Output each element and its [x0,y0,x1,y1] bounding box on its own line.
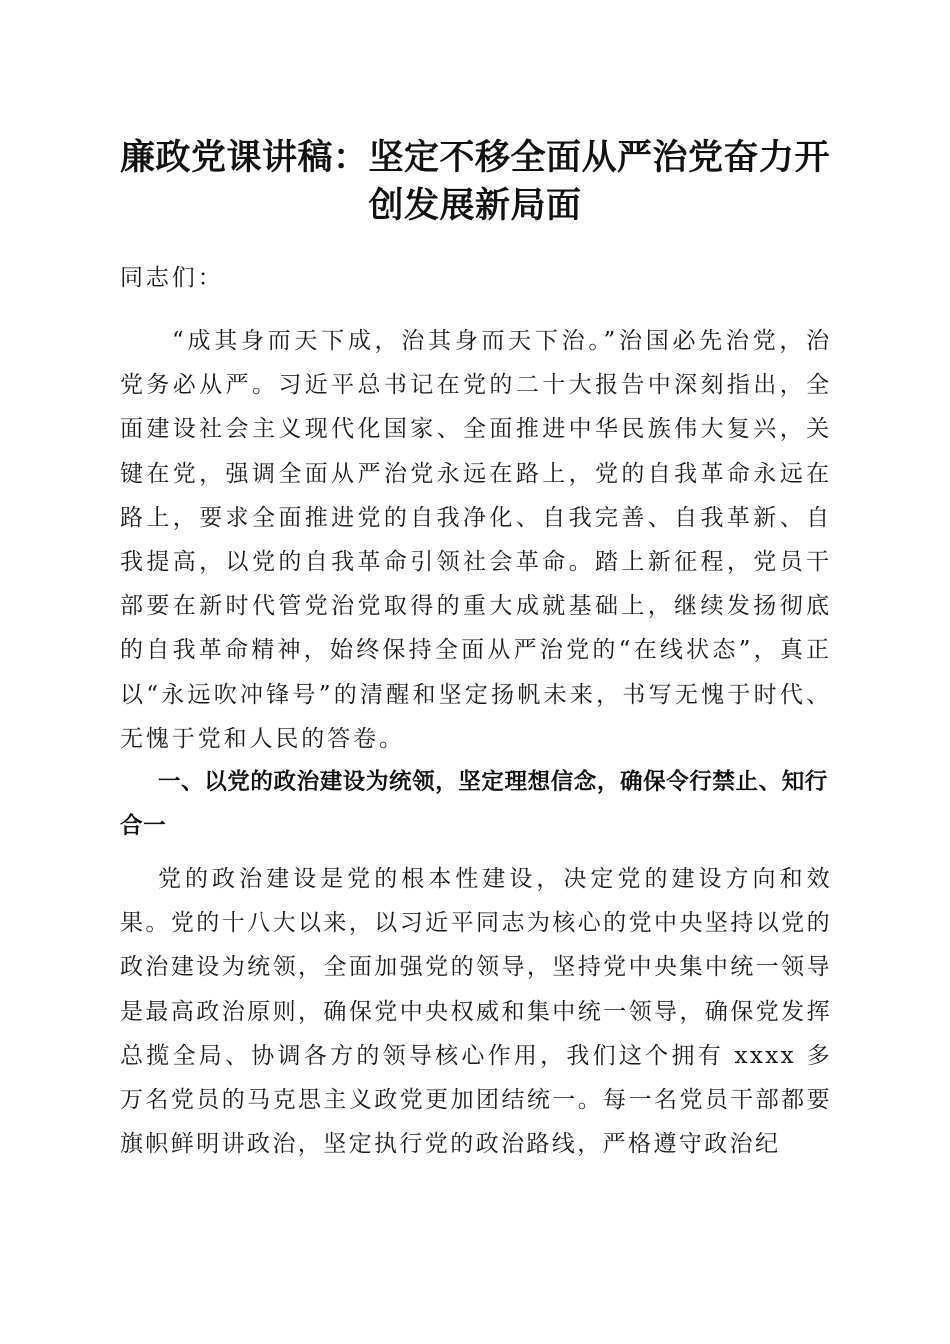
section-1-paragraph: 党的政治建设是党的根本性建设，决定党的建设方向和效果。党的十八大以来，以习近平同志为核心的党中央坚持以党的政治建设为统领，全面加强党的领导，坚持党中央集中统一领导是最高政治原则，确保党中央权威和集中统一领导，确保党发挥总揽全局、协调各方的领导核心作用，我们这个拥有 xxxx 多万名党员的马克思主义政党更加团结统一。每一名党员干部都要旗帜鲜明讲政治，坚定执行党的政治路线，严格遵守政治纪 [120,866,832,1158]
section-heading-1: 一、以党的政治建设为统领，坚定理想信念，确保令行禁止、知行合一 [120,769,828,839]
intro-paragraph: “成其身而天下成，治其身而天下治。”治国必先治党，治党务必从严。习近平总书记在党的二十大报告中深刻指出，全面建设社会主义现代化国家、全面推进中华民族伟大复兴，关键在党，强调全面从严治党永远在路上，党的自我革命永远在路上，要求全面推进党的自我净化、自我完善、自我革新、自我提高，以党的自我革命引领社会革命。踏上新征程，党员干部要在新时代管党治党取得的重大成就基础上，继续发扬彻底的自我革命精神，始终保持全面从严治党的“在线状态”，真正以“永远吹冲锋号”的清醒和坚定扬帆未来，书写无愧于时代、无愧于党和人民的答卷。 [120,328,832,752]
document-title: 廉政党课讲稿：坚定不移全面从严治党奋力开创发展新局面 [119,137,830,226]
salutation: 同志们： [120,265,224,291]
